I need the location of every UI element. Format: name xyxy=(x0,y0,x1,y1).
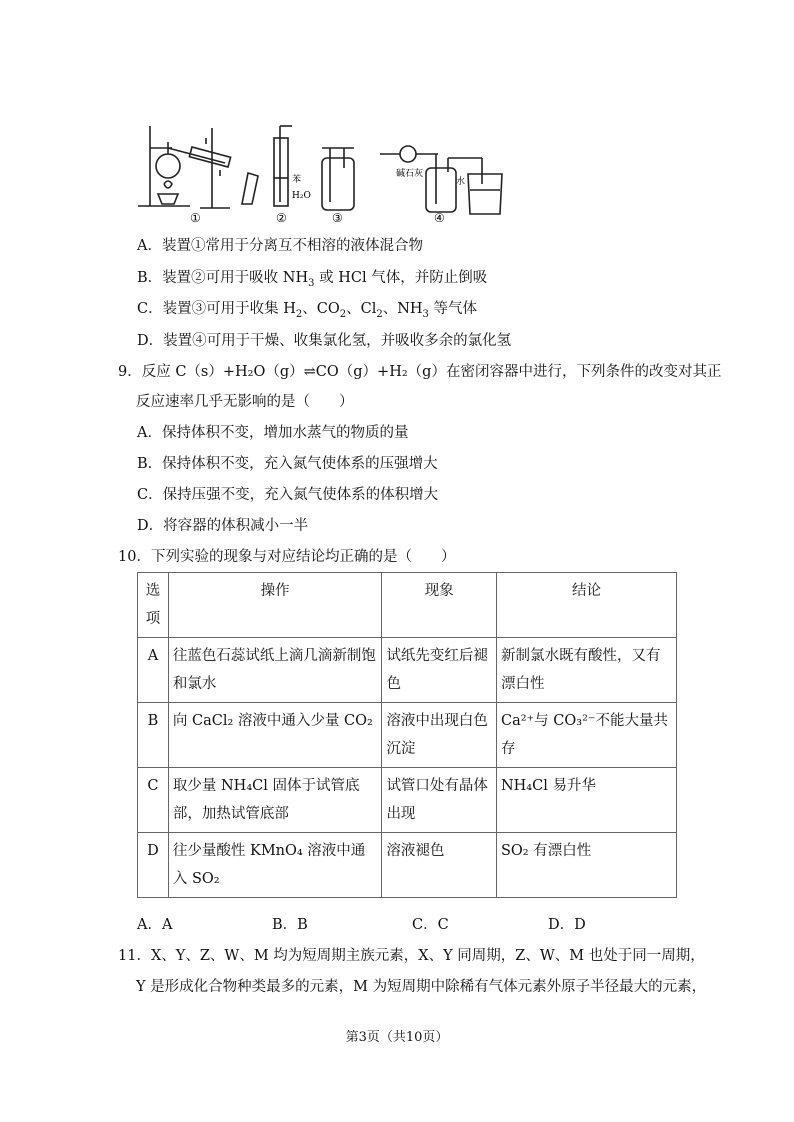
header-option: 选项 xyxy=(138,573,169,638)
row-phenomenon: 溶液褪色 xyxy=(382,833,497,898)
q9-stem-line1: 9．反应 C（s）+H₂O（g）⇌CO（g）+H₂（g）在密闭容器中进行，下列条件的改变对其正 xyxy=(118,364,722,380)
water-label: 水 xyxy=(456,177,466,187)
q10-choice-b: B．B xyxy=(272,917,308,933)
row-conclusion: NH₄Cl 易升华 xyxy=(496,768,676,833)
apparatus-label-2: ② xyxy=(276,211,287,225)
row-option: A xyxy=(138,638,169,703)
q9-option-b: B．保持体积不变，充入氮气使体系的压强增大 xyxy=(137,456,438,472)
q8-option-a: A．装置①常用于分离互不相溶的液体混合物 xyxy=(137,238,423,254)
row-option: B xyxy=(138,703,169,768)
row-operation: 向 CaCl₂ 溶液中通入少量 CO₂ xyxy=(168,703,382,768)
row-conclusion: SO₂ 有漂白性 xyxy=(496,833,676,898)
q9-option-c: C．保持压强不变，充入氮气使体系的体积增大 xyxy=(137,487,439,503)
q10-choice-d: D．D xyxy=(548,917,586,933)
table-row xyxy=(138,833,677,898)
apparatus-label-3: ③ xyxy=(332,211,343,225)
row-phenomenon: 试纸先变红后褪色 xyxy=(382,638,497,703)
row-conclusion: Ca²⁺与 CO₃²⁻不能大量共存 xyxy=(496,703,676,768)
benzene-label: 苯 xyxy=(292,175,302,185)
header-phenomenon: 现象 xyxy=(382,573,497,638)
q9-option-a: A．保持体积不变，增加水蒸气的物质的量 xyxy=(137,425,409,441)
water-h2o-label: H₂O xyxy=(292,191,311,201)
row-option: D xyxy=(138,833,169,898)
row-conclusion: 新制氯水既有酸性，又有漂白性 xyxy=(496,638,676,703)
row-phenomenon: 试管口处有晶体出现 xyxy=(382,768,497,833)
row-operation: 取少量 NH₄Cl 固体于试管底部，加热试管底部 xyxy=(168,768,382,833)
row-option: C xyxy=(138,768,169,833)
q9-option-d: D．将容器的体积减小一半 xyxy=(137,518,309,534)
q11-stem-line1: 11．X、Y、Z、W、M 均为短周期主族元素，X、Y 同周期，Z、W、M 也处于同一周期， xyxy=(118,948,705,964)
q10-table xyxy=(137,572,677,898)
q10-choice-a: A．A xyxy=(137,917,173,933)
q8-option-d: D．装置④可用于干燥、收集氯化氢，并吸收多余的氯化氢 xyxy=(137,333,512,349)
q9-stem-line2: 反应速率几乎无影响的是（ ） xyxy=(136,394,354,410)
table-header-row xyxy=(138,573,677,638)
q8-option-b: B．装置②可用于吸收 $NH_3$ 或 HCl 气体，并防止倒吸 xyxy=(137,270,488,289)
header-operation: 操作 xyxy=(168,573,382,638)
row-operation: 往少量酸性 KMnO₄ 溶液中通入 SO₂ xyxy=(168,833,382,898)
row-phenomenon: 溶液中出现白色沉淀 xyxy=(382,703,497,768)
apparatus-label-4: ④ xyxy=(434,211,445,225)
q11-stem-line2: Y 是形成化合物种类最多的元素，M 为短周期中除稀有气体元素外原子半径最大的元素， xyxy=(136,979,707,995)
apparatus-label-1: ① xyxy=(190,211,201,225)
table-row xyxy=(138,768,677,833)
q8-option-c: C．装置③可用于收集 $H_2$、$CO_2$、$Cl_2$、$NH_3$ 等气体 xyxy=(137,301,478,320)
q10-stem: 10．下列实验的现象与对应结论均正确的是（ ） xyxy=(118,549,456,565)
q10-choice-c: C．C xyxy=(412,917,449,933)
row-operation: 往蓝色石蕊试纸上滴几滴新制饱和氯水 xyxy=(168,638,382,703)
header-conclusion: 结论 xyxy=(496,573,676,638)
apparatus-figure xyxy=(130,118,510,230)
page-footer: 第3页（共10页） xyxy=(345,1030,449,1045)
soda-lime-label: 碱石灰 xyxy=(396,169,424,179)
table-row xyxy=(138,703,677,768)
table-row xyxy=(138,638,677,703)
